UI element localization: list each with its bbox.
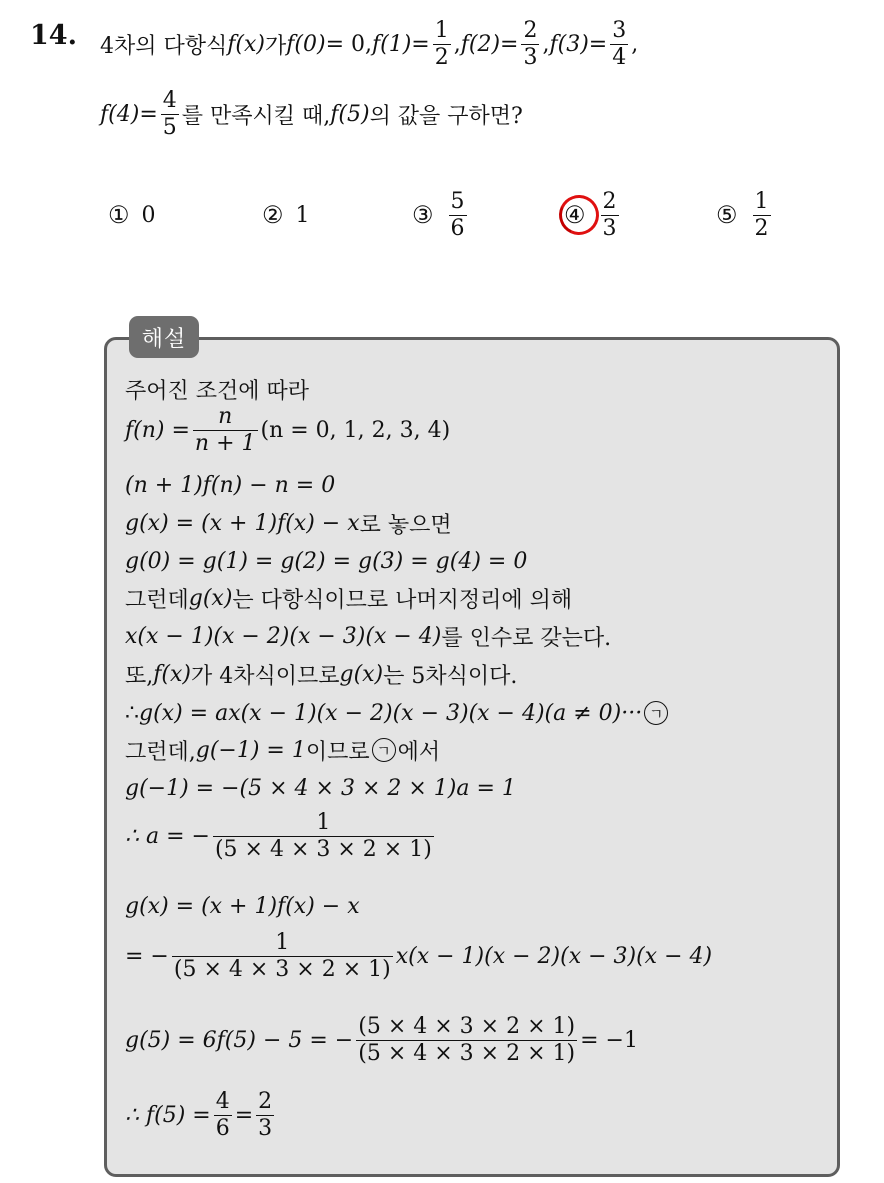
sol-text: 또, xyxy=(125,663,154,689)
circled-label: ㄱ xyxy=(644,701,668,725)
sol-math: g(0) = g(1) = g(2) = g(3) = g(4) = 0 xyxy=(125,548,528,574)
numerator: 2 xyxy=(523,17,538,43)
denominator: n + 1 xyxy=(194,430,256,456)
question-line-2 xyxy=(100,84,523,144)
q-text: = xyxy=(588,31,608,57)
solution-line-3 xyxy=(125,467,335,503)
q-text: = xyxy=(139,101,158,127)
sol-math: (n = 0, 1, 2, 3, 4) xyxy=(260,417,451,443)
solution-line-16 xyxy=(125,1087,277,1143)
denominator: (5 × 4 × 3 × 2 × 1) xyxy=(214,836,432,862)
numerator: 1 xyxy=(434,17,449,43)
choice-number-text: ④ xyxy=(564,201,586,229)
denominator: 2 xyxy=(434,44,449,70)
solution-line-12 xyxy=(125,808,437,864)
q-text: = xyxy=(411,31,430,57)
answer-choices xyxy=(0,185,884,245)
sol-math: g(x) xyxy=(188,585,233,611)
fraction xyxy=(356,1013,577,1066)
numerator: (5 × 4 × 3 × 2 × 1) xyxy=(358,1013,576,1039)
sol-math: g(5) = 6f(5) − 5 = − xyxy=(125,1027,354,1053)
solution-line-2 xyxy=(125,402,450,458)
q-text: 가 xyxy=(264,33,287,59)
question-line-1 xyxy=(100,14,638,74)
denominator: 3 xyxy=(602,215,617,241)
denominator: 3 xyxy=(523,44,538,70)
choice-5[interactable] xyxy=(716,185,774,245)
q-f3: f(3) xyxy=(549,31,589,57)
sol-text: 는 5차식이다. xyxy=(383,663,518,689)
q-text: 를 만족시킬 때, xyxy=(181,103,331,129)
sol-math: g(x) xyxy=(339,661,384,687)
numerator: 1 xyxy=(316,809,331,835)
numerator: 3 xyxy=(612,17,627,43)
sol-math: ∴ a = − xyxy=(125,823,210,849)
sol-math: = xyxy=(234,1102,254,1128)
sol-math: g(x) = (x + 1)f(x) − x xyxy=(125,893,360,919)
solution-line-8 xyxy=(125,656,517,692)
choice-value: 0 xyxy=(141,202,156,228)
solution-line-5 xyxy=(125,543,527,579)
solution-line-7 xyxy=(125,618,611,654)
sol-math: x(x − 1)(x − 2)(x − 3)(x − 4) xyxy=(395,943,713,969)
q-f0: f(0) xyxy=(286,31,326,57)
denominator: 4 xyxy=(612,44,627,70)
numerator: 5 xyxy=(450,188,465,214)
q-f5: f(5) xyxy=(330,101,370,127)
sol-math: ∴ f(5) = xyxy=(125,1102,211,1128)
choice-number: ⑤ xyxy=(716,201,738,229)
fraction xyxy=(193,403,258,456)
solution-line-13 xyxy=(125,888,360,924)
sol-math: g(x) = (x + 1)f(x) − x xyxy=(125,510,360,536)
denominator: 2 xyxy=(754,215,769,241)
q-f2: f(2) xyxy=(460,31,501,57)
solution-line-4 xyxy=(125,505,452,541)
fraction xyxy=(213,809,434,862)
choice-value: 1 xyxy=(295,202,310,228)
sol-text: 를 인수로 갖는다. xyxy=(441,625,612,651)
q-text: = 0, xyxy=(325,31,372,57)
q-fx: f(x) xyxy=(227,31,265,57)
q-text: = xyxy=(500,31,519,57)
denominator: (5 × 4 × 3 × 2 × 1) xyxy=(358,1040,576,1066)
sol-text: 그런데 xyxy=(125,587,189,613)
q-text: 4차의 다항식 xyxy=(100,33,228,59)
q-text: , xyxy=(542,31,550,57)
q-text: , xyxy=(453,31,461,57)
sol-text: 주어진 조건에 따라 xyxy=(125,378,310,404)
fraction xyxy=(433,17,451,70)
denominator: (5 × 4 × 3 × 2 × 1) xyxy=(173,956,391,982)
fraction xyxy=(214,1088,232,1141)
solution-line-11 xyxy=(125,770,516,806)
numerator: 2 xyxy=(258,1088,273,1114)
numerator: 2 xyxy=(602,188,617,214)
numerator: 4 xyxy=(162,87,177,113)
choice-number: ③ xyxy=(412,201,434,229)
fraction xyxy=(172,929,393,982)
q-f4: f(4) xyxy=(100,101,140,127)
choice-number: ② xyxy=(262,201,284,229)
solution-line-6 xyxy=(125,580,572,616)
choice-fraction xyxy=(449,188,467,241)
choice-number: ① xyxy=(108,201,130,229)
q-f1: f(1) xyxy=(371,31,412,57)
denominator: 6 xyxy=(450,215,465,241)
choice-fraction xyxy=(601,188,619,241)
solution-line-14 xyxy=(125,928,712,984)
circled-label: ㄱ xyxy=(372,738,396,762)
denominator: 3 xyxy=(258,1115,273,1141)
solution-label: 해설 xyxy=(129,316,199,358)
fraction xyxy=(161,87,179,140)
sol-text: 에서 xyxy=(397,739,441,765)
fraction xyxy=(521,17,539,70)
numerator: 4 xyxy=(215,1088,230,1114)
sol-math: g(−1) = −(5 × 4 × 3 × 2 × 1)a = 1 xyxy=(125,775,516,801)
sol-math: ∴ xyxy=(125,700,139,726)
solution-line-10 xyxy=(125,732,440,768)
choice-number xyxy=(564,201,586,229)
sol-math: x(x − 1)(x − 2)(x − 3)(x − 4) xyxy=(125,623,442,649)
q-text: 의 값을 구하면? xyxy=(369,103,523,129)
sol-math: = − xyxy=(125,943,169,969)
solution-line-9 xyxy=(125,695,670,731)
choice-1[interactable] xyxy=(108,185,156,245)
numerator: n xyxy=(218,403,233,429)
choice-3[interactable] xyxy=(412,185,470,245)
choice-4[interactable] xyxy=(564,185,622,245)
choice-2[interactable] xyxy=(262,185,310,245)
sol-text: 는 다항식이므로 나머지정리에 의해 xyxy=(232,587,573,613)
sol-math: g(x) = ax(x − 1)(x − 2)(x − 3)(x − 4)(a ≠ 0)··· xyxy=(139,700,643,726)
choice-fraction xyxy=(753,188,771,241)
sol-text: 로 놓으면 xyxy=(359,512,452,538)
sol-math: g(−1) = 1 xyxy=(195,737,306,763)
sol-math: f(n) = xyxy=(125,417,190,443)
question-number: 14. xyxy=(30,20,77,51)
sol-text: 가 4차식이므로 xyxy=(190,663,340,689)
fraction xyxy=(256,1088,274,1141)
sol-text: 이므로 xyxy=(305,739,370,765)
fraction xyxy=(610,17,628,70)
q-text: , xyxy=(631,31,639,57)
sol-text: 그런데, xyxy=(125,739,196,765)
numerator: 1 xyxy=(275,929,290,955)
denominator: 6 xyxy=(215,1115,230,1141)
solution-line-15 xyxy=(125,1012,638,1068)
sol-math: (n + 1)f(n) − n = 0 xyxy=(125,472,336,498)
sol-math: f(x) xyxy=(153,661,191,687)
sol-math: = −1 xyxy=(580,1027,638,1053)
selected-answer-circle xyxy=(553,189,604,240)
denominator: 5 xyxy=(162,114,177,140)
numerator: 1 xyxy=(754,188,769,214)
